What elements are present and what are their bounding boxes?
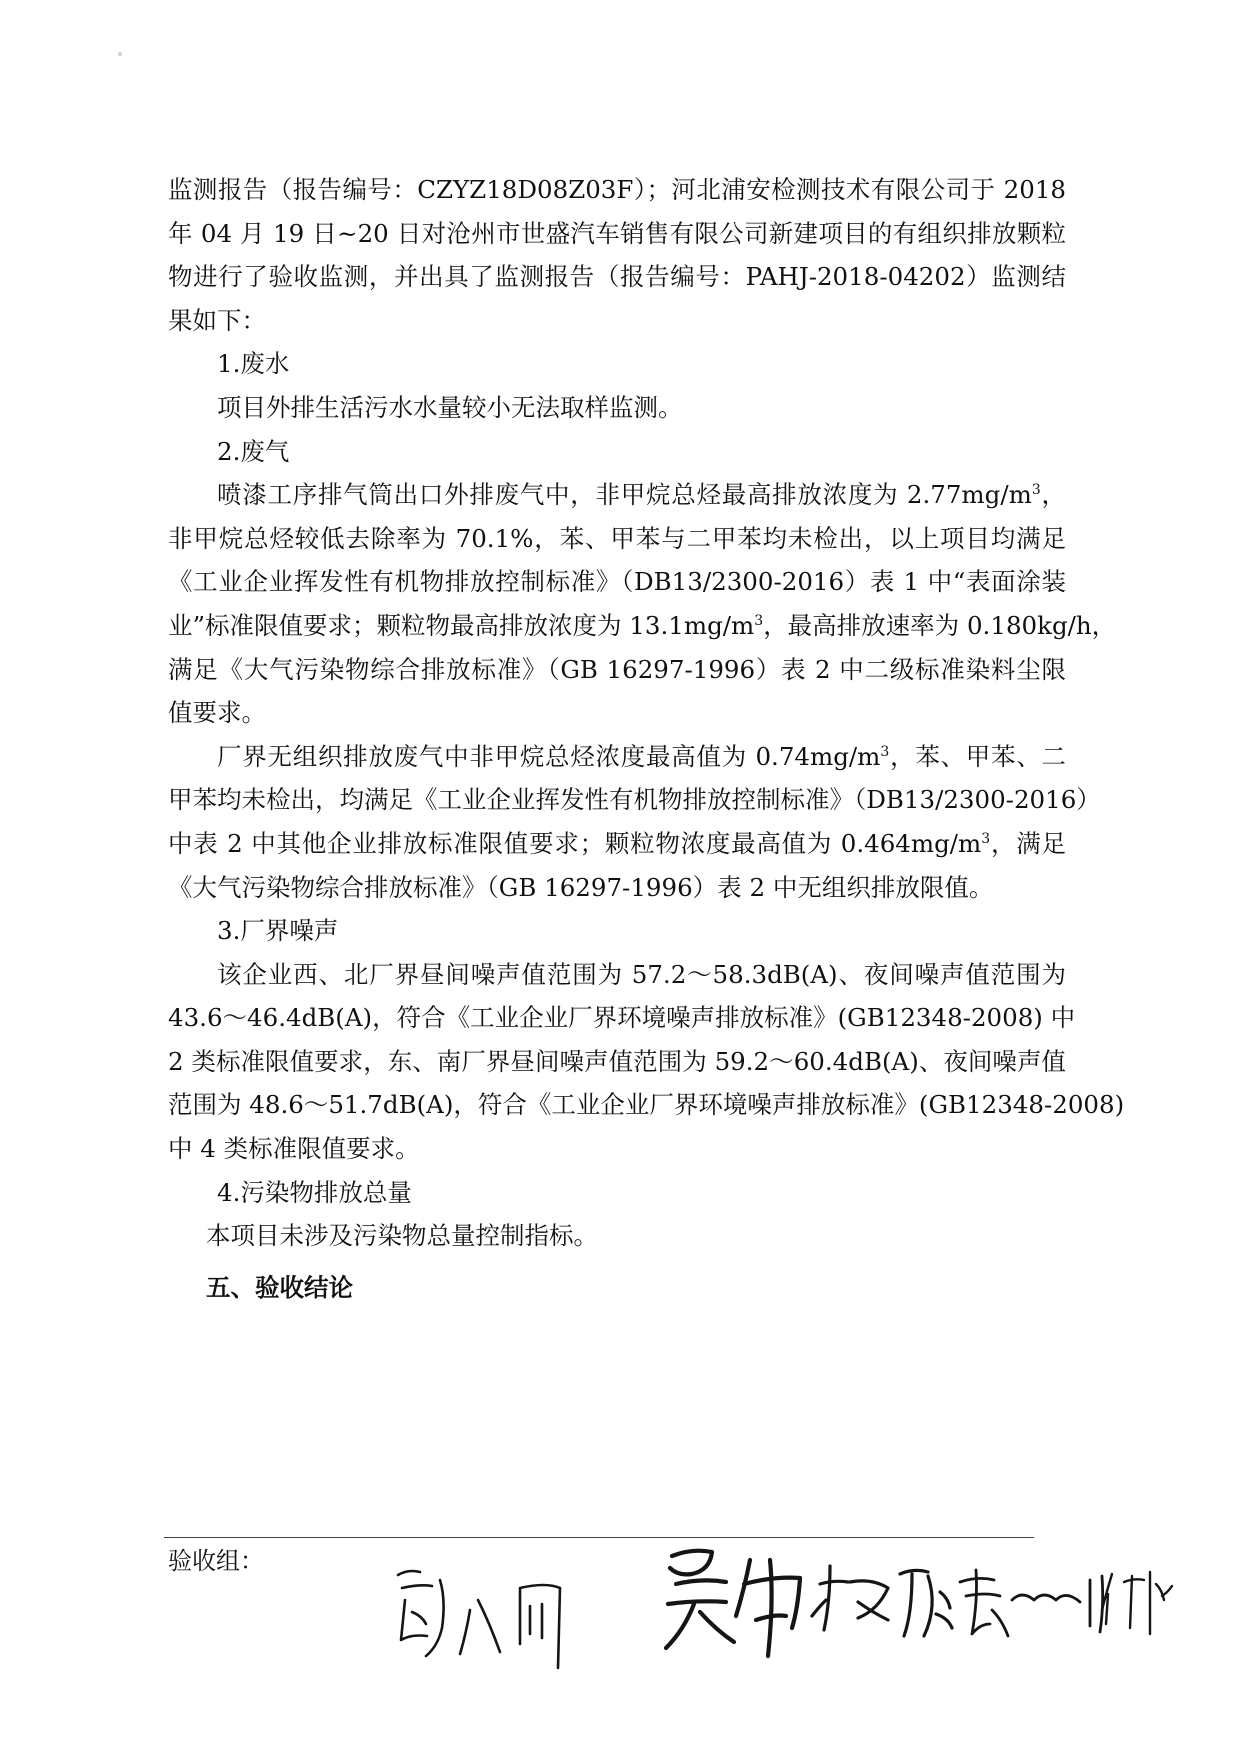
text-line: 2 类标准限值要求，东、南厂界昼间噪声值范围为 59.2～60.4dB(A)、夜间噪声值 bbox=[168, 1046, 1066, 1076]
text-line: 43.6～46.4dB(A)，符合《工业企业厂界环境噪声排放标准》(GB12348-2008) 中 bbox=[168, 1003, 1076, 1033]
section-heading-wastewater: 1.废水 bbox=[217, 349, 290, 379]
section-heading-conclusion: 五、验收结论 bbox=[206, 1272, 353, 1302]
text-line: 业”标准限值要求；颗粒物最高排放浓度为 $13.1mg/m^3$，最高排放速率为 0.180kg/h， bbox=[168, 610, 1117, 640]
text-line: 中表 2 中其他企业排放标准限值要求；颗粒物浓度最高值为 $0.464mg/m^3$，满足 bbox=[168, 828, 1067, 858]
text-line: 《大气污染物综合排放标准》（GB 16297-1996）表 2 中无组织排放限值。 bbox=[168, 872, 994, 902]
text-line: 厂界无组织排放废气中非甲烷总烃浓度最高值为 $0.74mg/m^3$，苯、甲苯、二 bbox=[217, 741, 1066, 771]
signature bbox=[666, 1551, 800, 1656]
text-line: 满足《大气污染物综合排放标准》（GB 16297-1996）表 2 中二级标准染料尘限 bbox=[168, 654, 1066, 684]
text-line: 范围为 48.6～51.7dB(A)，符合《工业企业厂界环境噪声排放标准》(GB12348-2008) bbox=[168, 1090, 1125, 1120]
section-heading-noise: 3.厂界噪声 bbox=[217, 916, 339, 946]
text-line: 甲苯均未检出，均满足《工业企业挥发性有机物排放控制标准》（DB13/2300-2016） bbox=[168, 785, 1101, 815]
section-heading-total: 4.污染物排放总量 bbox=[217, 1177, 412, 1207]
signature bbox=[960, 1570, 1103, 1636]
total-text: 本项目未涉及污染物总量控制指标。 bbox=[206, 1221, 598, 1251]
wastewater-text: 项目外排生活污水水量较小无法取样监测。 bbox=[217, 392, 683, 422]
text-line: 物进行了验收监测，并出具了监测报告（报告编号：PAHJ-2018-04202）监测结 bbox=[168, 262, 1066, 292]
signature bbox=[1102, 1572, 1172, 1634]
signature bbox=[812, 1566, 952, 1636]
text-line: 年 04 月 19 日~20 日对沧州市世盛汽车销售有限公司新建项目的有组织排放颗粒 bbox=[168, 218, 1066, 248]
acceptance-group-label: 验收组： bbox=[168, 1547, 264, 1575]
text-line: 值要求。 bbox=[168, 698, 266, 728]
signature bbox=[398, 1571, 560, 1668]
text-line: 中 4 类标准限值要求。 bbox=[168, 1134, 420, 1164]
text-line: 果如下： bbox=[168, 305, 266, 335]
section-heading-wastegas: 2.废气 bbox=[217, 436, 290, 466]
text-line: 非甲烷总烃较低去除率为 70.1%，苯、甲苯与二甲苯均未检出，以上项目均满足 bbox=[168, 523, 1066, 553]
text-line: 喷漆工序排气筒出口外排废气中，非甲烷总烃最高排放浓度为 $2.77mg/m^3$， bbox=[217, 480, 1067, 510]
text-line: 监测报告（报告编号：CZYZ18D08Z03F）；河北浦安检测技术有限公司于 2018 bbox=[168, 175, 1066, 204]
text-line: 该企业西、北厂界昼间噪声值范围为 57.2～58.3dB(A)、夜间噪声值范围为 bbox=[217, 959, 1066, 989]
text-line: 《工业企业挥发性有机物排放控制标准》（DB13/2300-2016）表 1 中“表面涂装 bbox=[168, 567, 1066, 597]
